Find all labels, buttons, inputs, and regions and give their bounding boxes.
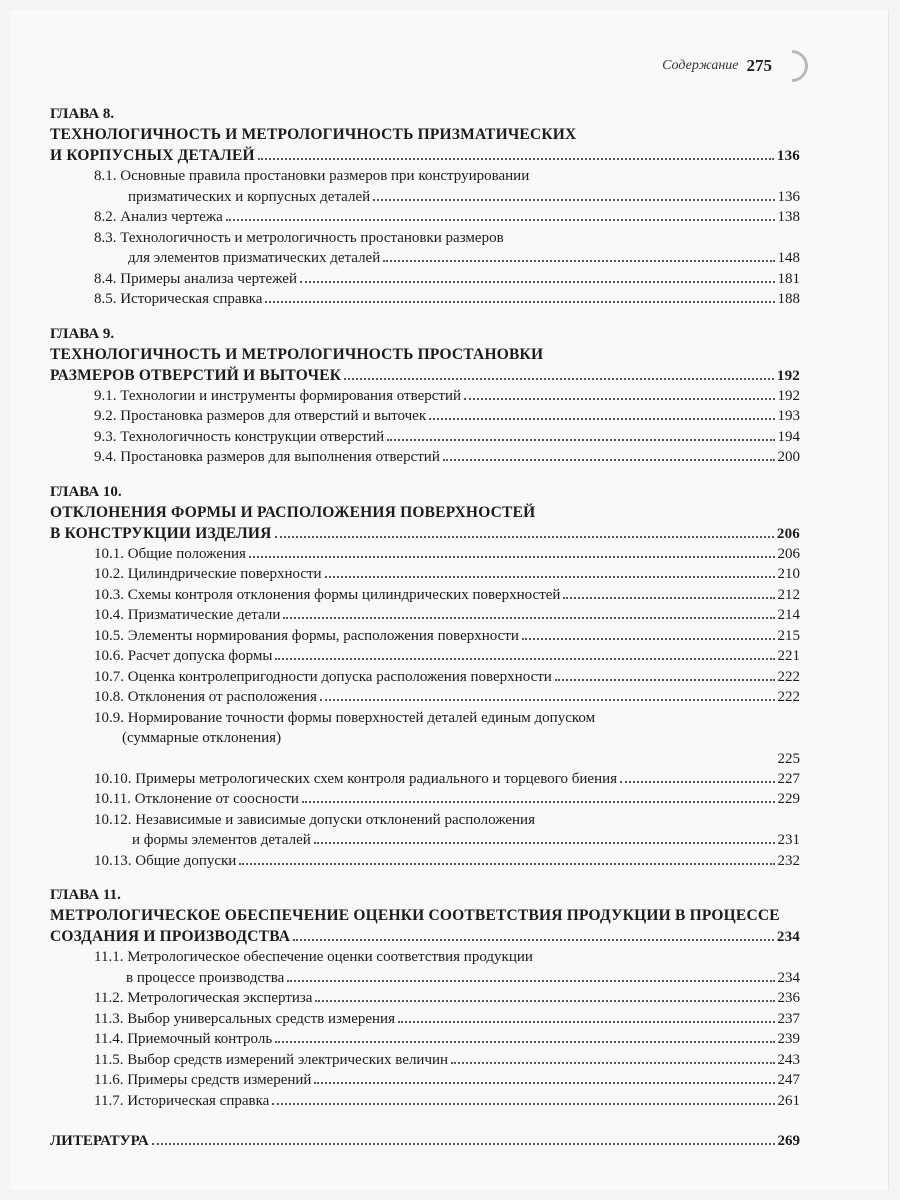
entry-text: 10.9. Нормирование точности формы поверхностей деталей единым допуском xyxy=(94,709,596,726)
page-number: 275 xyxy=(746,56,772,75)
entry-page: 194 xyxy=(777,428,800,445)
chapter-page: 192 xyxy=(776,367,800,384)
toc-entry xyxy=(50,406,800,427)
entry-page: 227 xyxy=(777,770,800,787)
chapter-page: 136 xyxy=(776,148,800,164)
toc-entry xyxy=(50,851,800,872)
entry-text: 8.5. Историческая справка xyxy=(94,291,263,307)
entry-text: 11.6. Примеры средств измерений xyxy=(94,1072,312,1088)
chapter-10 xyxy=(50,482,800,872)
chapter-title-line: ОТКЛОНЕНИЯ ФОРМЫ И РАСПОЛОЖЕНИЯ ПОВЕРХНОСТЕЙ xyxy=(50,503,536,521)
entry-page: 193 xyxy=(777,408,800,424)
toc-entry xyxy=(50,564,800,585)
toc-entry xyxy=(50,1091,800,1112)
chapter-page: 206 xyxy=(776,525,800,542)
book-page xyxy=(10,10,889,1190)
chapter-title-line: ТЕХНОЛОГИЧНОСТЬ И МЕТРОЛОГИЧНОСТЬ ПРИЗМАТИЧЕСКИХ xyxy=(50,126,577,143)
entry-text: 10.6. Расчет допуска формы xyxy=(94,648,273,664)
entry-text: 11.2. Метрологическая экспертиза xyxy=(94,990,313,1006)
entry-page: 239 xyxy=(777,1031,800,1047)
toc-entry xyxy=(50,667,800,688)
entry-page: 243 xyxy=(777,1051,800,1068)
entry-text: 10.3. Схемы контроля отклонения формы цилиндрических поверхностей xyxy=(94,586,561,603)
literature-entry xyxy=(50,1131,800,1151)
chapter-title-line: И КОРПУСНЫХ ДЕТАЛЕЙ xyxy=(50,147,255,164)
entry-text: 8.2. Анализ чертежа xyxy=(94,209,223,225)
toc-entry xyxy=(50,626,800,647)
entry-text: 9.3. Технологичность конструкции отверстий xyxy=(94,428,385,445)
entry-page: 136 xyxy=(777,188,800,205)
entry-text: 10.13. Общие допуски xyxy=(94,852,237,869)
entry-text: 8.3. Технологичность и метрологичность простановки размеров xyxy=(94,229,504,246)
toc-entry xyxy=(50,687,800,708)
entry-page: 247 xyxy=(777,1072,800,1088)
toc-entry xyxy=(50,1050,800,1071)
entry-page: 212 xyxy=(777,586,800,603)
chapter-title xyxy=(50,905,800,947)
entry-text: 9.2. Простановка размеров для отверстий и выточек xyxy=(94,408,427,424)
chapter-title-line: В КОНСТРУКЦИИ ИЗДЕЛИЯ xyxy=(50,524,272,542)
toc-entry xyxy=(50,228,800,269)
entry-page: 232 xyxy=(777,852,800,869)
entry-text: 10.8. Отклонения от расположения xyxy=(94,689,317,705)
entry-text: 10.1. Общие положения xyxy=(94,545,246,562)
entry-page: 222 xyxy=(777,689,800,705)
toc-entry xyxy=(50,1009,800,1030)
chapter-label: ГЛАВА 11. xyxy=(50,887,121,903)
entry-page: 200 xyxy=(777,449,800,465)
entry-text: 10.2. Цилиндрические поверхности xyxy=(94,566,322,582)
entry-text: 8.4. Примеры анализа чертежей xyxy=(94,270,297,287)
entry-text: 10.12. Независимые и зависимые допуски отклонений расположения xyxy=(94,811,535,828)
table-of-contents xyxy=(50,104,800,1151)
chapter-title-line: СОЗДАНИЯ И ПРОИЗВОДСТВА xyxy=(50,928,291,945)
entry-page: 214 xyxy=(777,607,800,623)
entry-page: 210 xyxy=(777,566,800,582)
entry-text: 10.7. Оценка контролепригодности допуска расположения поверхности xyxy=(94,668,552,685)
entry-page: 192 xyxy=(777,387,800,404)
toc-entry xyxy=(50,1029,800,1050)
entry-page: 181 xyxy=(777,270,800,287)
toc-entry xyxy=(50,289,800,310)
entry-page: 234 xyxy=(777,969,800,986)
chapter-title xyxy=(50,124,800,166)
chapter-title-line: РАЗМЕРОВ ОТВЕРСТИЙ И ВЫТОЧЕК xyxy=(50,366,342,384)
entry-text: для элементов призматических деталей xyxy=(128,250,381,266)
toc-entry xyxy=(50,207,800,228)
entry-page: 222 xyxy=(777,668,800,685)
chapter-title-line: ТЕХНОЛОГИЧНОСТЬ И МЕТРОЛОГИЧНОСТЬ ПРОСТАНОВКИ xyxy=(50,345,544,363)
entry-text: 8.1. Основные правила простановки размеров при конструировании xyxy=(94,168,530,184)
toc-entry xyxy=(50,708,800,769)
toc-entry xyxy=(50,769,800,790)
entry-page: 188 xyxy=(777,291,800,307)
chapter-page: 234 xyxy=(776,929,800,945)
entry-page: 236 xyxy=(777,990,800,1006)
chapter-label: ГЛАВА 10. xyxy=(50,483,122,500)
literature-label: ЛИТЕРАТУРА xyxy=(50,1133,149,1149)
toc-entry xyxy=(50,166,800,207)
toc-entry xyxy=(50,605,800,626)
entry-text: 10.11. Отклонение от соосности xyxy=(94,791,299,807)
entry-text: 11.7. Историческая справка xyxy=(94,1092,270,1109)
entry-page: 148 xyxy=(777,250,800,266)
entry-page: 138 xyxy=(777,209,800,225)
page-corner-ornament xyxy=(769,43,814,88)
chapter-title xyxy=(50,344,800,386)
entry-page: 229 xyxy=(777,791,800,807)
toc-entry xyxy=(50,585,800,606)
entry-text: 9.1. Технологии и инструменты формирования отверстий xyxy=(94,387,462,404)
literature-page: 269 xyxy=(777,1133,800,1149)
section-title: Содержание xyxy=(662,58,739,73)
toc-entry xyxy=(50,988,800,1009)
toc-entry xyxy=(50,1070,800,1091)
entry-page: 225 xyxy=(777,750,800,767)
entry-page: 237 xyxy=(777,1010,800,1027)
entry-page: 261 xyxy=(777,1092,800,1109)
entry-text: 10.4. Призматические детали xyxy=(94,607,281,623)
toc-entry xyxy=(50,646,800,667)
chapter-8 xyxy=(50,104,800,310)
toc-entry xyxy=(50,544,800,565)
chapter-title-line: МЕТРОЛОГИЧЕСКОЕ ОБЕСПЕЧЕНИЕ ОЦЕНКИ СООТВЕТСТВИЯ ПРОДУКЦИИ В ПРОЦЕССЕ xyxy=(50,907,780,924)
chapter-label: ГЛАВА 9. xyxy=(50,325,115,342)
toc-entry xyxy=(50,810,800,851)
entry-text: 10.10. Примеры метрологических схем контроля радиального и торцевого биения xyxy=(94,770,618,787)
entry-page: 231 xyxy=(777,832,800,848)
entry-text: и формы элементов деталей xyxy=(132,832,311,848)
chapter-title xyxy=(50,502,800,544)
entry-page: 206 xyxy=(777,545,800,562)
entry-text: 9.4. Простановка размеров для выполнения отверстий xyxy=(94,449,440,465)
entry-text: 11.1. Метрологическое обеспечение оценки соответствия продукции xyxy=(94,949,533,965)
toc-entry xyxy=(50,269,800,290)
entry-text: 10.5. Элементы нормирования формы, расположения поверхности xyxy=(94,627,519,644)
chapter-label: ГЛАВА 8. xyxy=(50,106,115,122)
entry-text: (суммарные отклонения) xyxy=(122,730,282,746)
toc-entry xyxy=(50,447,800,468)
chapter-11 xyxy=(50,885,800,1111)
entry-text: 11.3. Выбор универсальных средств измерения xyxy=(94,1010,395,1027)
toc-entry xyxy=(50,789,800,810)
entry-text: призматических и корпусных деталей xyxy=(128,188,371,205)
running-header xyxy=(662,50,808,82)
chapter-9 xyxy=(50,324,800,468)
entry-page: 221 xyxy=(777,648,800,664)
entry-text: 11.4. Приемочный контроль xyxy=(94,1031,273,1047)
toc-entry xyxy=(50,427,800,448)
toc-entry xyxy=(50,947,800,988)
entry-page: 215 xyxy=(777,627,800,644)
toc-entry xyxy=(50,386,800,407)
entry-text: 11.5. Выбор средств измерений электрических величин xyxy=(94,1051,449,1068)
entry-text: в процессе производства xyxy=(126,969,285,986)
